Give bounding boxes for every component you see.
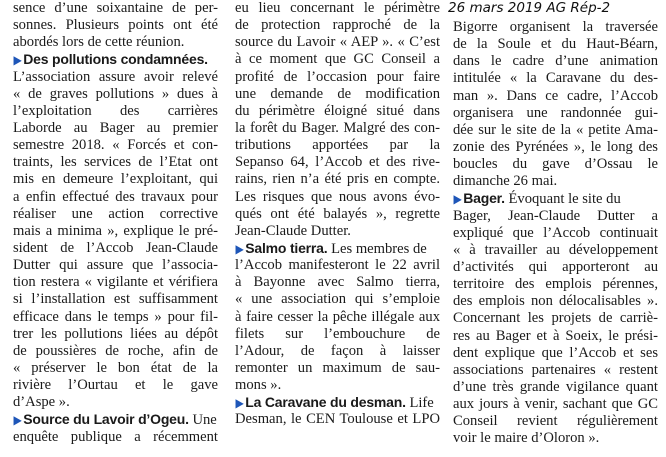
text-line: voir le maire d’Oloron ».: [453, 430, 600, 447]
text-line: Concernant les projets de carriè-: [453, 310, 658, 327]
section-heading-pollutions: ▶Des pollutions condamnées.: [13, 51, 218, 68]
text-line: « à travailler au développement: [453, 241, 658, 258]
text-line: profité de l’occasion pour faire: [235, 68, 440, 85]
text-line: organisera une randonnée gui-: [453, 104, 658, 121]
text-line: l’Accob manifesteront le 22 avril: [235, 257, 440, 274]
text-line: Laborde au Bager au premier: [13, 119, 218, 136]
text-line: filets sur l’embouchure de: [235, 325, 440, 342]
arrow-bullet-icon: ▶: [13, 53, 22, 68]
article-column-1: [13, 0, 218, 446]
text-line: dée sur le site de la « petite Ama-: [453, 121, 658, 138]
text-line: L’association assure avoir relevé: [13, 68, 218, 85]
text-line: de la Soule et du Haut-Béarn,: [453, 36, 658, 53]
text-line: efficace dans le temps » pour fil-: [13, 308, 218, 325]
arrow-bullet-icon: ▶: [453, 192, 462, 207]
text-line: Bager, Jean-Claude Dutter a: [453, 207, 658, 224]
arrow-bullet-icon: ▶: [13, 413, 22, 428]
text-line: l’exploitation des carrières: [13, 102, 218, 119]
arrow-bullet-icon: ▶: [235, 396, 244, 411]
section-heading-bager: ▶Bager. Évoquant le site du: [453, 190, 621, 208]
text-line: à Bayonne avec Salmo tierra,: [235, 274, 440, 291]
text-line: tion restera « vigilante et vérifiera: [13, 274, 218, 291]
arrow-bullet-icon: ▶: [235, 241, 244, 256]
text-line: a enfin effectué des travaux pour: [13, 188, 218, 205]
text-line: de protection rapproché de la: [235, 17, 440, 34]
text-line: trer les pollutions liées au dépôt: [13, 325, 218, 342]
text-line: des emplois non délocalisables ».: [453, 293, 658, 310]
section-heading-salmo-tierra: ▶Salmo tierra. Les membres de: [235, 239, 427, 257]
text-line: réaliser une action corrective: [13, 205, 218, 222]
text-line: mais a minima », explique le pré-: [13, 222, 218, 239]
text-line: sence d’une soixantaine de per-: [13, 0, 218, 16]
text-line: rivière l’Ourtau et le gave: [13, 377, 218, 394]
date-stamp: 26 mars 2019 AG Rép-2: [448, 0, 611, 16]
text-line: mons ».: [235, 377, 282, 394]
text-line: traints, les services de l’Etat ont: [13, 154, 218, 171]
text-line: source du Lavoir « AEP ». « C’est: [235, 34, 440, 51]
text-line: la forêt du Bager. Malgré des con-: [235, 119, 440, 136]
text-line: intitulée « la Caravane du des-: [453, 70, 658, 87]
text-line: à faire cesser la pêche illégale aux: [235, 308, 440, 325]
text-line: enquête publique a récemment: [13, 428, 218, 445]
text-line: de poussières de roche, afin de: [13, 342, 218, 359]
text-line: Sepanso 64, l’Accob et des rive-: [235, 154, 440, 171]
text-line: aux jours à venir, sachant que GC: [453, 396, 658, 413]
text-line: d’activités qui apporteront au: [453, 258, 658, 275]
text-line: Bigorre organisent la traversée: [453, 19, 658, 35]
text-line: remonter un maximum de sau-: [235, 359, 440, 376]
text-line: l’Adour, de façon à laisser: [235, 342, 440, 359]
text-line: dimanche 26 mai.: [453, 173, 558, 190]
section-heading-source-lavoir: ▶Source du Lavoir d’Ogeu. Une: [13, 411, 217, 429]
text-line: associations partenaires « restent: [453, 361, 658, 378]
text-line: Jean-Claude Dutter.: [235, 222, 351, 239]
text-line: « préserver le bon état de la: [13, 359, 218, 376]
text-line: si l’installation est suffisamment: [13, 291, 218, 308]
text-line: du périmètre éloigné situé dans: [235, 102, 440, 119]
text-line: territoire des emplois pérennes,: [453, 276, 658, 293]
text-line: « une association qui s’emploie: [235, 291, 440, 308]
text-line: d’une très grande vigilance quant: [453, 378, 658, 395]
article-column-3: [453, 19, 658, 448]
text-line: res au Bager et à Soeix, le prési-: [453, 327, 658, 344]
text-line: man ». Dans ce cadre, l’Accob: [453, 87, 658, 104]
text-line: dent explique que l’Accob et ses: [453, 344, 658, 361]
text-line: abordés lors de cette réunion.: [13, 34, 185, 51]
text-line: mis en demeure l’exploitant, qui: [13, 171, 218, 188]
text-line: rains, rien n’a été pris en compte.: [235, 171, 440, 188]
text-line: eu lieu concernant le périmètre: [235, 0, 440, 16]
article-column-2: [235, 0, 440, 429]
text-line: dans le cadre d’une animation: [453, 53, 658, 70]
text-line: sident de l’Accob Jean-Claude: [13, 239, 218, 256]
text-line: Les risques que nous avons évo-: [235, 188, 440, 205]
text-line: une demande de modification: [235, 85, 440, 102]
text-line: zonie des Pyrénées », le long des: [453, 138, 658, 155]
text-line: Desman, le CEN Toulouse et LPO: [235, 411, 440, 428]
text-line: Conseil revient régulièrement: [453, 413, 658, 430]
text-line: sonnes. Plusieurs points ont été: [13, 17, 218, 34]
text-line: boucles du gave d’Ossau le: [453, 156, 658, 173]
text-line: à ce moment que GC Conseil a: [235, 51, 440, 68]
text-line: d’Aspe ».: [13, 394, 70, 411]
text-line: tributions apportées par la: [235, 137, 440, 154]
text-line: qués ont été balayés », regrette: [235, 205, 440, 222]
section-heading-caravane-desman: ▶La Caravane du desman. Life: [235, 394, 434, 412]
text-line: semestre 2018. « Forcés et con-: [13, 137, 218, 154]
text-line: Dutter qui assure que l’associa-: [13, 257, 218, 274]
text-line: « de graves pollutions » dues à: [13, 85, 218, 102]
text-line: expliqué que l’Accob continuait: [453, 224, 658, 241]
